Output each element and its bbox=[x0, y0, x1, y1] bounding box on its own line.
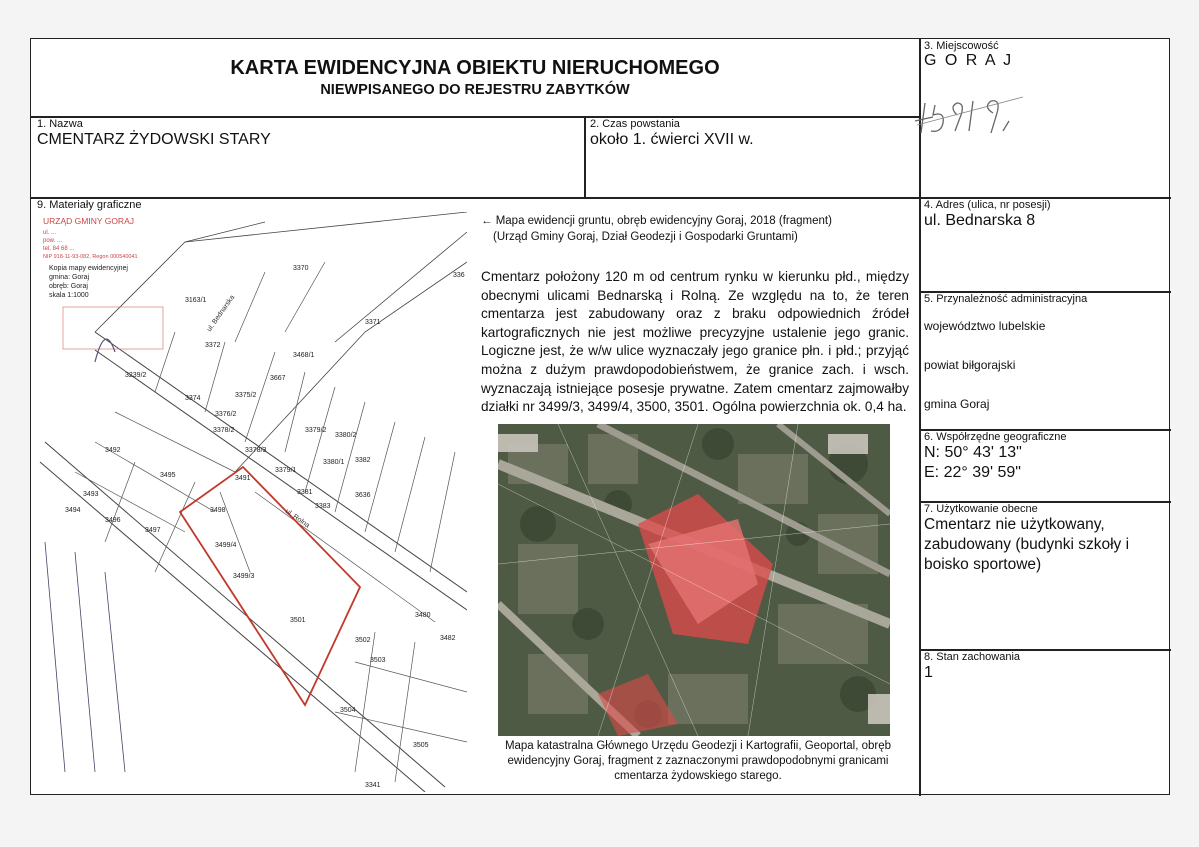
value-miejscowosc: G O R A J bbox=[924, 52, 1014, 69]
parcel-label: 3370 bbox=[293, 265, 309, 272]
value-longitude: E: 22° 39' 59" bbox=[924, 464, 1021, 481]
parcel-label: 3636 bbox=[355, 492, 371, 499]
parcel-label: 3371 bbox=[365, 319, 381, 326]
parcel-label: 3372 bbox=[205, 342, 221, 349]
cadastral-map bbox=[35, 212, 467, 792]
divider-vertical-right bbox=[919, 39, 921, 796]
handwritten-number bbox=[911, 91, 1041, 137]
parcel-label: 3505 bbox=[413, 742, 429, 749]
parcel-label: 3380/2 bbox=[335, 432, 357, 439]
page-title: KARTA EWIDENCYJNA OBIEKTU NIERUCHOMEGO bbox=[230, 57, 720, 79]
parcel-label: 3163/1 bbox=[185, 297, 207, 304]
description-text: Cmentarz położony 120 m od centrum rynku w kierunku płd., między obecnymi ulicami Bednarską i Rolną. Ze względu na to, że teren cmentarza jest zabudowany oraz z braku odpowiednich źródeł kartograficznych nie jest możliwe precyzyjne ustalenie jego granic. Logiczne jest, że w/w ulice wyznaczały jego granice płn. i płd.; przyjąć można z dużym prawdopodobieństwem, że granice zach. i wsch. wyznaczają istniejące posesje prywatne. Zatem cmentarz zajmowałby działki nr 3499/3, 3499/4, 3500, 3501. Ogólna powierzchnia ok. 0,4 ha. bbox=[481, 269, 909, 415]
value-wojewodztwo: województwo lubelskie bbox=[924, 319, 1046, 333]
parcel-label: 3381 bbox=[297, 489, 313, 496]
value-stan: 1 bbox=[924, 664, 933, 681]
value-uzytkowanie-1: Cmentarz nie użytkowany, bbox=[924, 516, 1105, 533]
parcel-label: 3499/3 bbox=[233, 573, 255, 580]
aerial-map-photo bbox=[498, 424, 890, 736]
map-caption-line2: (Urząd Gminy Goraj, Dział Geodezji i Gospodarki Gruntami) bbox=[493, 231, 798, 243]
parcel-label: 3491 bbox=[235, 475, 251, 482]
parcel-label: 3502 bbox=[355, 637, 371, 644]
parcel-label: 3498 bbox=[210, 507, 226, 514]
label-stan: 8. Stan zachowania bbox=[924, 651, 1021, 663]
parcel-label: 3504 bbox=[340, 707, 356, 714]
parcel-label: 3379/2 bbox=[305, 427, 327, 434]
value-powiat: powiat biłgorajski bbox=[924, 358, 1016, 372]
parcel-label: 336 bbox=[453, 272, 465, 279]
label-czas: 2. Czas powstania bbox=[590, 118, 680, 130]
parcel-label: 3382 bbox=[355, 457, 371, 464]
divider-header bbox=[31, 116, 919, 118]
svg-text:pow. ...: pow. ... bbox=[43, 238, 63, 244]
parcel-label: 3376/2 bbox=[215, 411, 237, 418]
label-nazwa: 1. Nazwa bbox=[37, 118, 83, 130]
parcel-label: 3493 bbox=[83, 491, 99, 498]
value-adres: ul. Bednarska 8 bbox=[924, 212, 1036, 229]
svg-text:ul. ...: ul. ... bbox=[43, 230, 57, 236]
svg-text:obręb: Goraj: obręb: Goraj bbox=[49, 283, 88, 290]
svg-text:Kopia mapy ewidencyjnej: Kopia mapy ewidencyjnej bbox=[49, 265, 128, 272]
parcel-label: 3468/1 bbox=[293, 352, 315, 359]
parcel-label: 3480 bbox=[415, 612, 431, 619]
parcel-label: 3667 bbox=[270, 375, 286, 382]
street-label-2: ul. Rolna bbox=[283, 507, 311, 530]
parcel-label: 3492 bbox=[105, 447, 121, 454]
label-przynaleznosc: 5. Przynależność administracyjna bbox=[924, 293, 1088, 305]
parcel-label: 3499/4 bbox=[215, 542, 237, 549]
svg-text:gmina: Goraj: gmina: Goraj bbox=[49, 274, 90, 281]
parcel-label: 3383 bbox=[315, 503, 331, 510]
value-uzytkowanie-2: zabudowany (budynki szkoły i bbox=[924, 536, 1130, 553]
svg-text:skala 1:1000: skala 1:1000 bbox=[49, 292, 89, 299]
street-label: ul. Bednarska bbox=[205, 294, 237, 334]
parcel-label: 3378/2 bbox=[213, 427, 235, 434]
label-adres: 4. Adres (ulica, nr posesji) bbox=[924, 199, 1051, 211]
parcel-label: 3503 bbox=[370, 657, 386, 664]
svg-text:NIP 918-11-93-082, Regon 00054: NIP 918-11-93-082, Regon 000540041 bbox=[43, 254, 138, 260]
divider-name-time bbox=[584, 116, 586, 197]
page-subtitle: NIEWPISANEGO DO REJESTRU ZABYTKÓW bbox=[320, 82, 630, 98]
parcel-label: 3375/2 bbox=[235, 392, 257, 399]
label-wspolrzedne: 6. Współrzędne geograficzne bbox=[924, 431, 1067, 443]
parcel-label: 3380/1 bbox=[323, 459, 345, 466]
parcel-label: 3239/2 bbox=[125, 372, 147, 379]
value-gmina: gmina Goraj bbox=[924, 397, 990, 411]
parcel-label: 3341 bbox=[365, 782, 381, 789]
parcel-label: 3374 bbox=[185, 395, 201, 402]
value-uzytkowanie-3: boisko sportowe) bbox=[924, 556, 1042, 573]
parcel-label: 3497 bbox=[145, 527, 161, 534]
record-card bbox=[30, 38, 1170, 795]
parcel-label: 3494 bbox=[65, 507, 81, 514]
value-czas: około 1. ćwierci XVII w. bbox=[590, 131, 754, 148]
parcel-label: 3501 bbox=[290, 617, 306, 624]
parcel-label: 3378/3 bbox=[245, 447, 267, 454]
parcel-label: 3379/1 bbox=[275, 467, 297, 474]
label-uzytkowanie: 7. Użytkowanie obecne bbox=[924, 503, 1038, 515]
parcel-label: 3495 bbox=[160, 472, 176, 479]
parcel-label: 3496 bbox=[105, 517, 121, 524]
map-caption-line1: ← Mapa ewidencji gruntu, obręb ewidencyjny Goraj, 2018 (fragment) bbox=[481, 215, 832, 227]
svg-text:tel. 84 68 ...: tel. 84 68 ... bbox=[43, 246, 75, 252]
svg-text:URZĄD GMINY GORAJ: URZĄD GMINY GORAJ bbox=[43, 216, 134, 226]
parcel-label: 3482 bbox=[440, 635, 456, 642]
label-miejscowosc: 3. Miejscowość bbox=[924, 40, 999, 52]
label-materialy: 9. Materiały graficzne bbox=[37, 199, 142, 211]
value-latitude: N: 50° 43' 13" bbox=[924, 444, 1022, 461]
photo-caption: Mapa katastralna Głównego Urzędu Geodezji i Kartografii, Geoportal, obręb ewidencyjny Goraj, fragment z zaznaczonymi prawdopodobnymi granicami cmentarza żydowskiego starego. bbox=[504, 740, 892, 782]
value-nazwa: CMENTARZ ŻYDOWSKI STARY bbox=[37, 131, 271, 148]
